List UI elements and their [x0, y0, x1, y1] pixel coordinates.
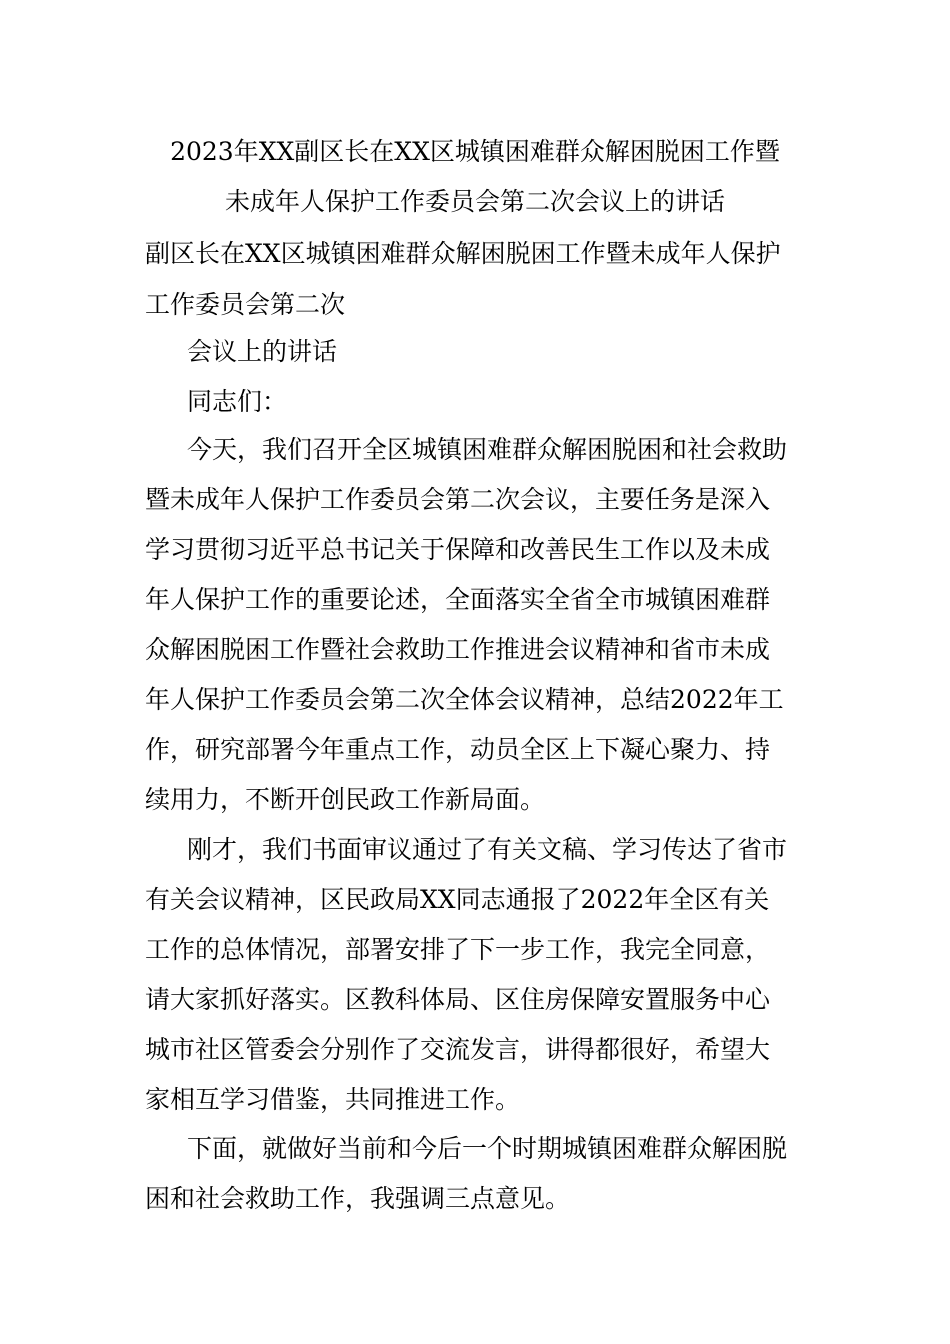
subtitle-line-3: 会议上的讲话 — [187, 337, 338, 366]
paragraph-3-line: 下面，就做好当前和今后一个时期城镇困难群众解困脱 — [187, 1134, 788, 1163]
document-subtitle — [145, 228, 815, 330]
document-title-line-2: 未成年人保护工作委员会第二次会议上的讲话 — [224, 187, 725, 216]
document-title-line-1: 2023年XX副区长在XX区城镇困难群众解困脱困工作暨 — [170, 137, 780, 166]
paragraph-1-line: 年人保护工作委员会第二次全体会议精神，总结2022年工 — [145, 685, 784, 714]
paragraph-1-line: 作，研究部署今年重点工作，动员全区上下凝心聚力、持 — [145, 735, 771, 764]
paragraph-2-line: 请大家抓好落实。区教科体局、区住房保障安置服务中心 — [145, 985, 771, 1014]
paragraph-1 — [145, 425, 815, 825]
subtitle-line-1: 副区长在XX区城镇困难群众解困脱困工作暨未成年人保护 — [145, 239, 781, 268]
paragraph-2 — [145, 825, 815, 1125]
subtitle-line-2: 工作委员会第二次 — [145, 290, 346, 319]
paragraph-3-line: 困和社会救助工作，我强调三点意见。 — [145, 1184, 571, 1213]
paragraph-1-line: 众解困脱困工作暨社会救助工作推进会议精神和省市未成 — [145, 635, 771, 664]
paragraph-3 — [145, 1124, 815, 1224]
paragraph-2-line: 刚才，我们书面审议通过了有关文稿、学习传达了省市 — [187, 835, 788, 864]
paragraph-2-line: 家相互学习借鉴，共同推进工作。 — [145, 1085, 521, 1114]
paragraph-1-line: 学习贯彻习近平总书记关于保障和改善民生工作以及未成 — [145, 535, 771, 564]
paragraph-1-line: 今天，我们召开全区城镇困难群众解困脱困和社会救助 — [187, 435, 788, 464]
paragraph-2-line: 有关会议精神，区民政局XX同志通报了2022年全区有关 — [145, 885, 770, 914]
paragraph-1-line: 暨未成年人保护工作委员会第二次会议，主要任务是深入 — [145, 485, 771, 514]
paragraph-1-line: 续用力，不断开创民政工作新局面。 — [145, 785, 546, 814]
salutation: 同志们： — [187, 387, 288, 416]
paragraph-1-line: 年人保护工作的重要论述，全面落实全省全市城镇困难群 — [145, 585, 771, 614]
paragraph-2-line: 工作的总体情况，部署安排了下一步工作，我完全同意， — [145, 935, 771, 964]
paragraph-2-line: 城市社区管委会分别作了交流发言，讲得都很好，希望大 — [145, 1035, 771, 1064]
